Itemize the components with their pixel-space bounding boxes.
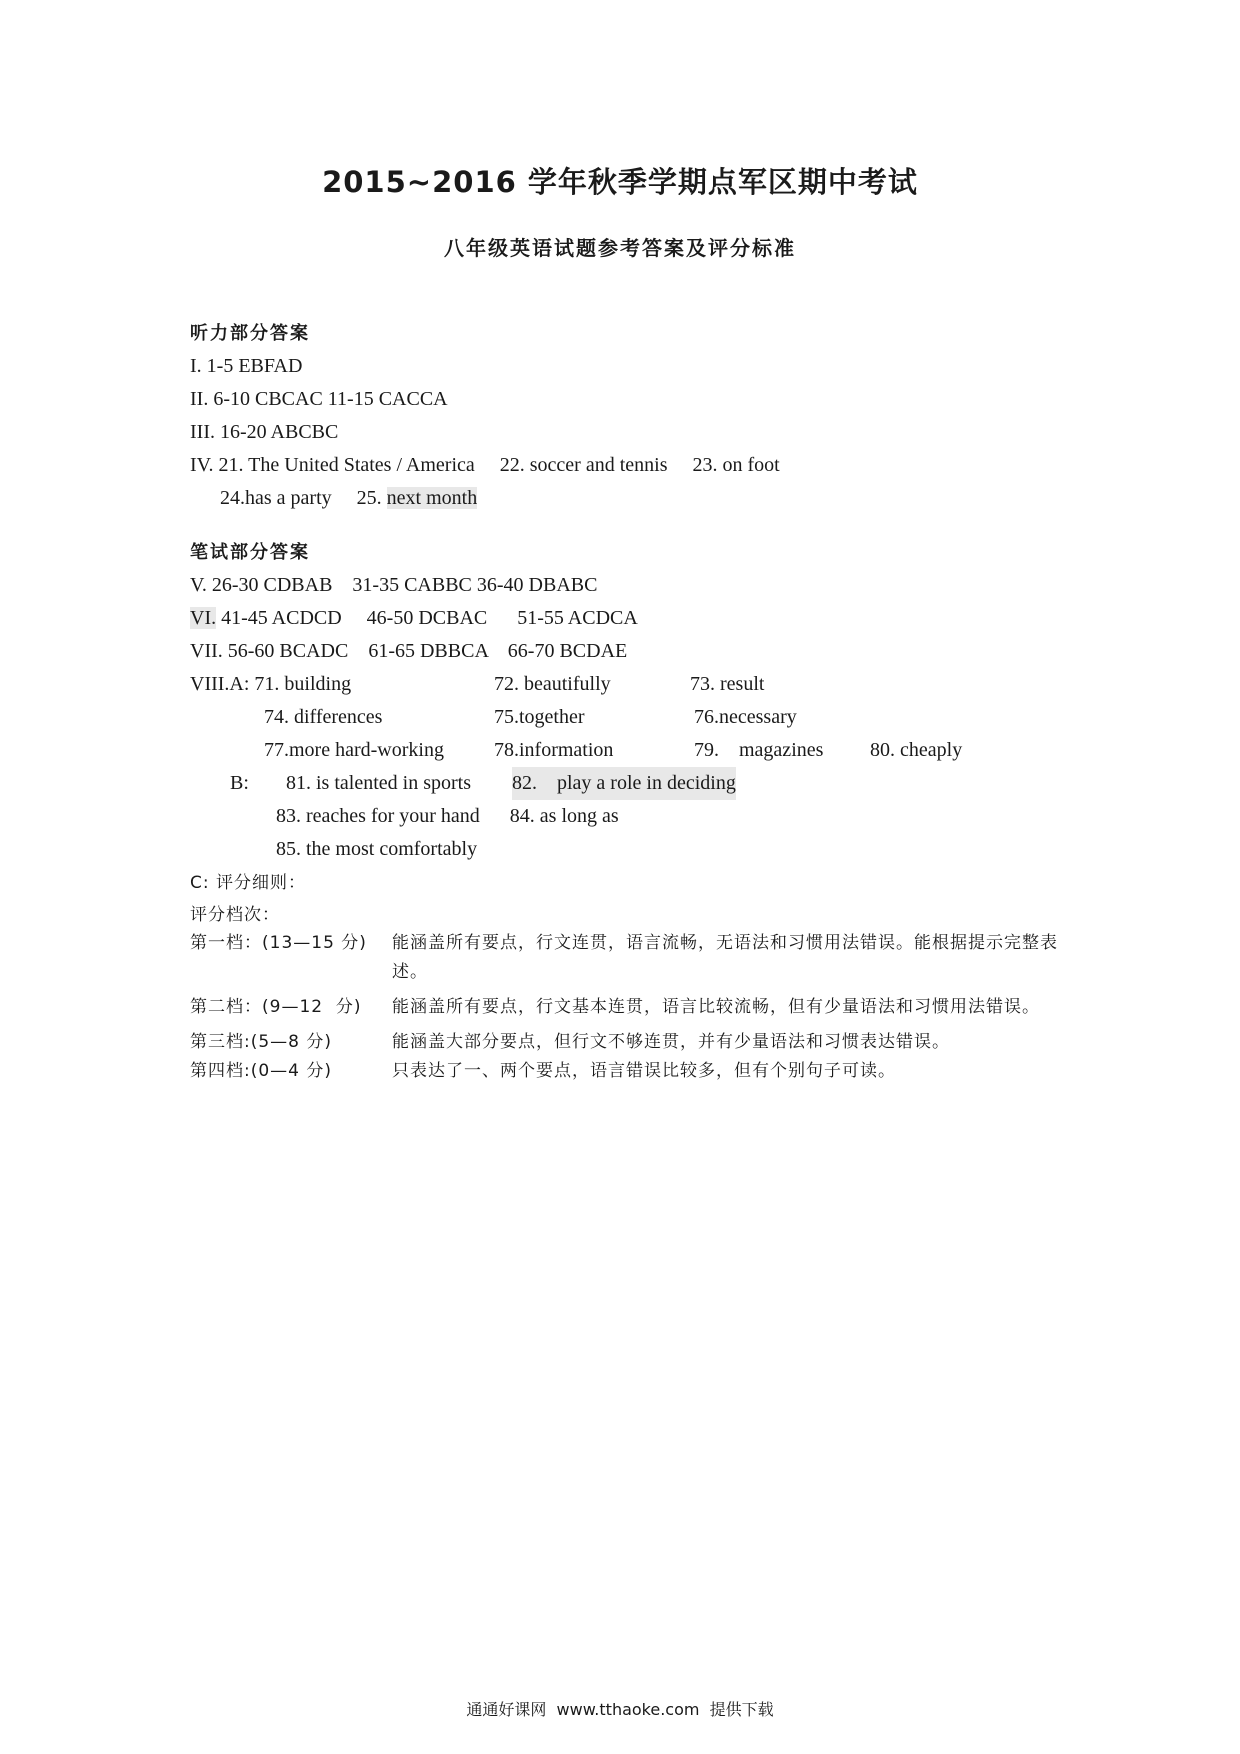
viii-a-row-3 <box>190 734 1070 767</box>
viii-b-row-1 <box>190 767 1070 800</box>
written-line-v: V. 26-30 CDBAB 31-35 CABBC 36-40 DBABC <box>190 574 598 596</box>
answer-82: 82. play a role in deciding <box>512 767 736 800</box>
answer-73: 73. result <box>690 673 765 695</box>
grade-1-text: 能涵盖所有要点，行文连贯，语言流畅，无语法和习惯用法错误。能根据提示完整表述。 <box>392 933 1058 982</box>
grade-2-text: 能涵盖所有要点，行文基本连贯，语言比较流畅，但有少量语法和习惯用法错误。 <box>392 997 1040 1017</box>
footer-source: 通通好课网 www.tthaoke.com 提供下载 <box>466 1700 774 1719</box>
viii-a-row-2 <box>190 701 1070 734</box>
page-title: 2015~2016 学年秋季学期点军区期中考试 <box>322 165 918 199</box>
section-c-label: C: 评分细则： <box>190 873 307 893</box>
listening-line-2: II. 6-10 CBCAC 11-15 CACCA <box>190 388 448 410</box>
listening-line-3: III. 16-20 ABCBC <box>190 421 339 443</box>
listening-line-4: IV. 21. The United States / America 22. soccer and tennis 23. on foot <box>190 454 780 476</box>
answer-79: 79. magazines <box>694 739 824 761</box>
listening-heading: 听力部分答案 <box>190 323 310 344</box>
listening-line-5 <box>190 482 1070 515</box>
answer-25-highlight: next month <box>386 487 478 509</box>
grade-3-label: 第三档:(5—8 分) <box>190 1032 333 1052</box>
written-heading: 笔试部分答案 <box>190 542 310 563</box>
viii-b-row-3: 85. the most comfortably <box>276 838 478 860</box>
section-vi-answers: 41-45 ACDCD 46-50 DCBAC 51-55 ACDCA <box>216 607 638 629</box>
grade-level-4 <box>190 1057 1070 1086</box>
answer-77: 77.more hard-working <box>264 739 444 761</box>
answer-74: 74. differences <box>264 706 383 728</box>
grade-level-1 <box>190 929 1070 987</box>
answer-81: 81. is talented in sports <box>286 772 471 794</box>
grade-4-label: 第四档:(0—4 分) <box>190 1061 333 1081</box>
grade-4-text: 只表达了一、两个要点，语言错误比较多，但有个别句子可读。 <box>392 1061 896 1081</box>
grade-3-text: 能涵盖大部分要点，但行文不够连贯，并有少量语法和习惯表达错误。 <box>392 1032 950 1052</box>
answer-71: VIII.A: 71. building <box>190 673 352 695</box>
answers-24-25: 24.has a party 25. <box>220 487 387 509</box>
viii-a-row-1 <box>190 668 1070 701</box>
page-subtitle: 八年级英语试题参考答案及评分标准 <box>444 236 796 260</box>
grade-2-label: 第二档：(9—12 分) <box>190 997 362 1017</box>
written-line-vii: VII. 56-60 BCADC 61-65 DBBCA 66-70 BCDAE <box>190 640 628 662</box>
written-line-vi <box>190 602 1070 635</box>
grade-1-label: 第一档：(13—15 分) <box>190 933 367 953</box>
section-vi-label: VI. <box>190 607 217 629</box>
grade-level-3 <box>190 1028 1070 1057</box>
answer-75: 75.together <box>494 706 585 728</box>
section-b-label: B: <box>230 772 249 794</box>
answer-80: 80. cheaply <box>870 739 963 761</box>
grades-label: 评分档次： <box>190 905 280 925</box>
viii-b-row-2: 83. reaches for your hand 84. as long as <box>276 805 619 827</box>
answer-72: 72. beautifully <box>494 673 611 695</box>
listening-line-1: I. 1-5 EBFAD <box>190 355 303 377</box>
grade-level-2 <box>190 993 1070 1022</box>
answer-content <box>190 318 1070 1086</box>
answer-76: 76.necessary <box>694 706 797 728</box>
answer-78: 78.information <box>494 739 614 761</box>
